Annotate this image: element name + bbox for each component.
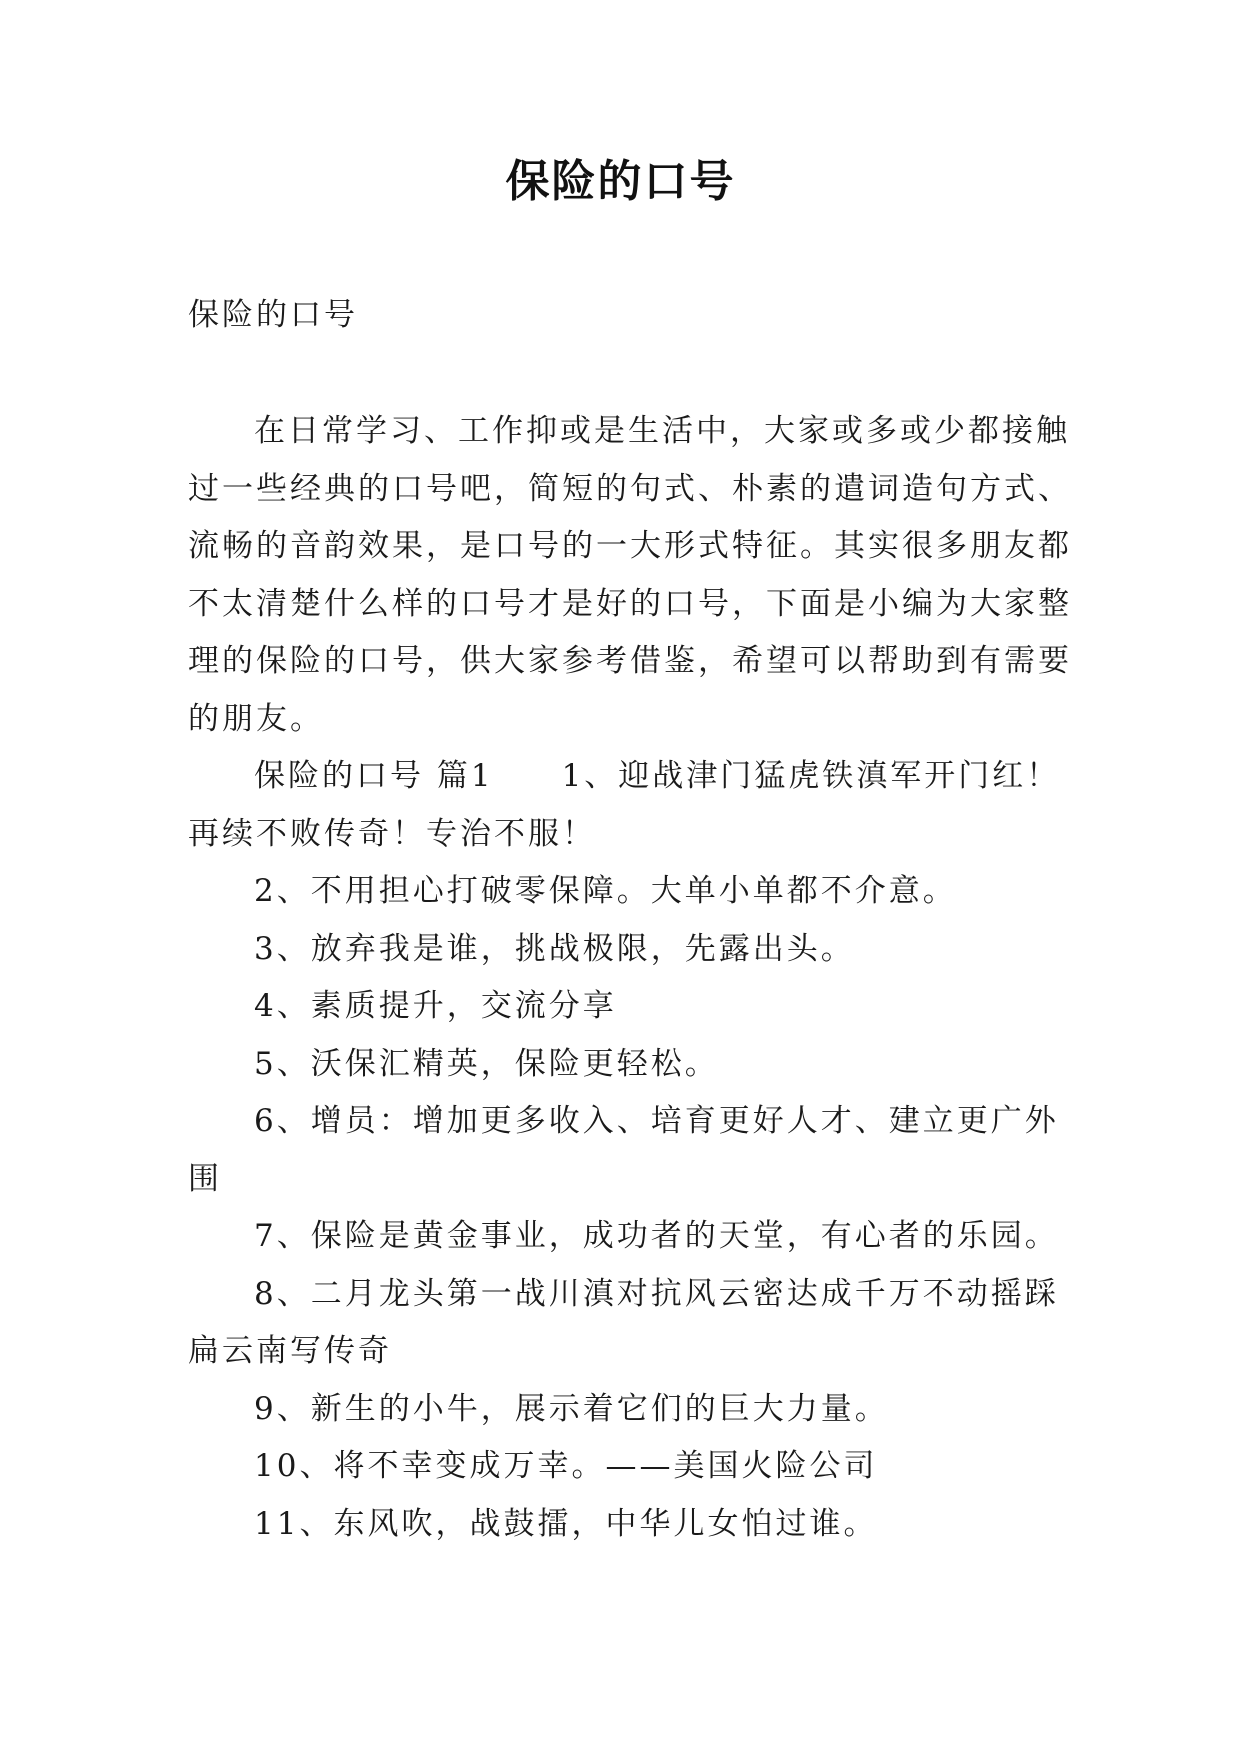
slogan-item: 6、增员：增加更多收入、培育更好人才、建立更广外围 (188, 1103, 1059, 1197)
document-subtitle: 保险的口号 (188, 297, 358, 333)
slogan-item: 4、素质提升，交流分享 (254, 988, 617, 1024)
intro-paragraph: 在日常学习、工作抑或是生活中，大家或多或少都接触过一些经典的口号吧，简短的句式、朴素的遣词造句方式、流畅的音韵效果，是口号的一大形式特征。其实很多朋友都不太清楚什么样的口号才是好的口号，下面是小编为大家整理的保险的口号，供大家参考借鉴，希望可以帮助到有需要的朋友。 (188, 413, 1072, 737)
slogan-item: 3、放弃我是谁，挑战极限，先露出头。 (254, 930, 855, 967)
slogan-item: 10、将不幸变成万幸。——美国火险公司 (254, 1448, 878, 1484)
slogan-item: 9、新生的小牛，展示着它们的巨大力量。 (254, 1390, 889, 1427)
slogan-item: 11、东风吹，战鼓擂，中华儿女怕过谁。 (254, 1505, 878, 1542)
document-title: 保险的口号 (505, 156, 736, 207)
slogan-item: 5、沃保汇精英，保险更轻松。 (254, 1045, 719, 1082)
slogan-item: 7、保险是黄金事业，成功者的天堂，有心者的乐园。 (254, 1218, 1059, 1254)
document-body (188, 403, 1088, 1553)
slogan-section-heading: 保险的口号 篇1 1、迎战津门猛虎铁滇军开门红！再续不败传奇！专治不服！ (188, 758, 1061, 852)
slogan-item: 8、二月龙头第一战川滇对抗风云密达成千万不动摇踩扁云南写传奇 (188, 1275, 1059, 1369)
slogan-item: 2、不用担心打破零保障。大单小单都不介意。 (254, 873, 957, 909)
